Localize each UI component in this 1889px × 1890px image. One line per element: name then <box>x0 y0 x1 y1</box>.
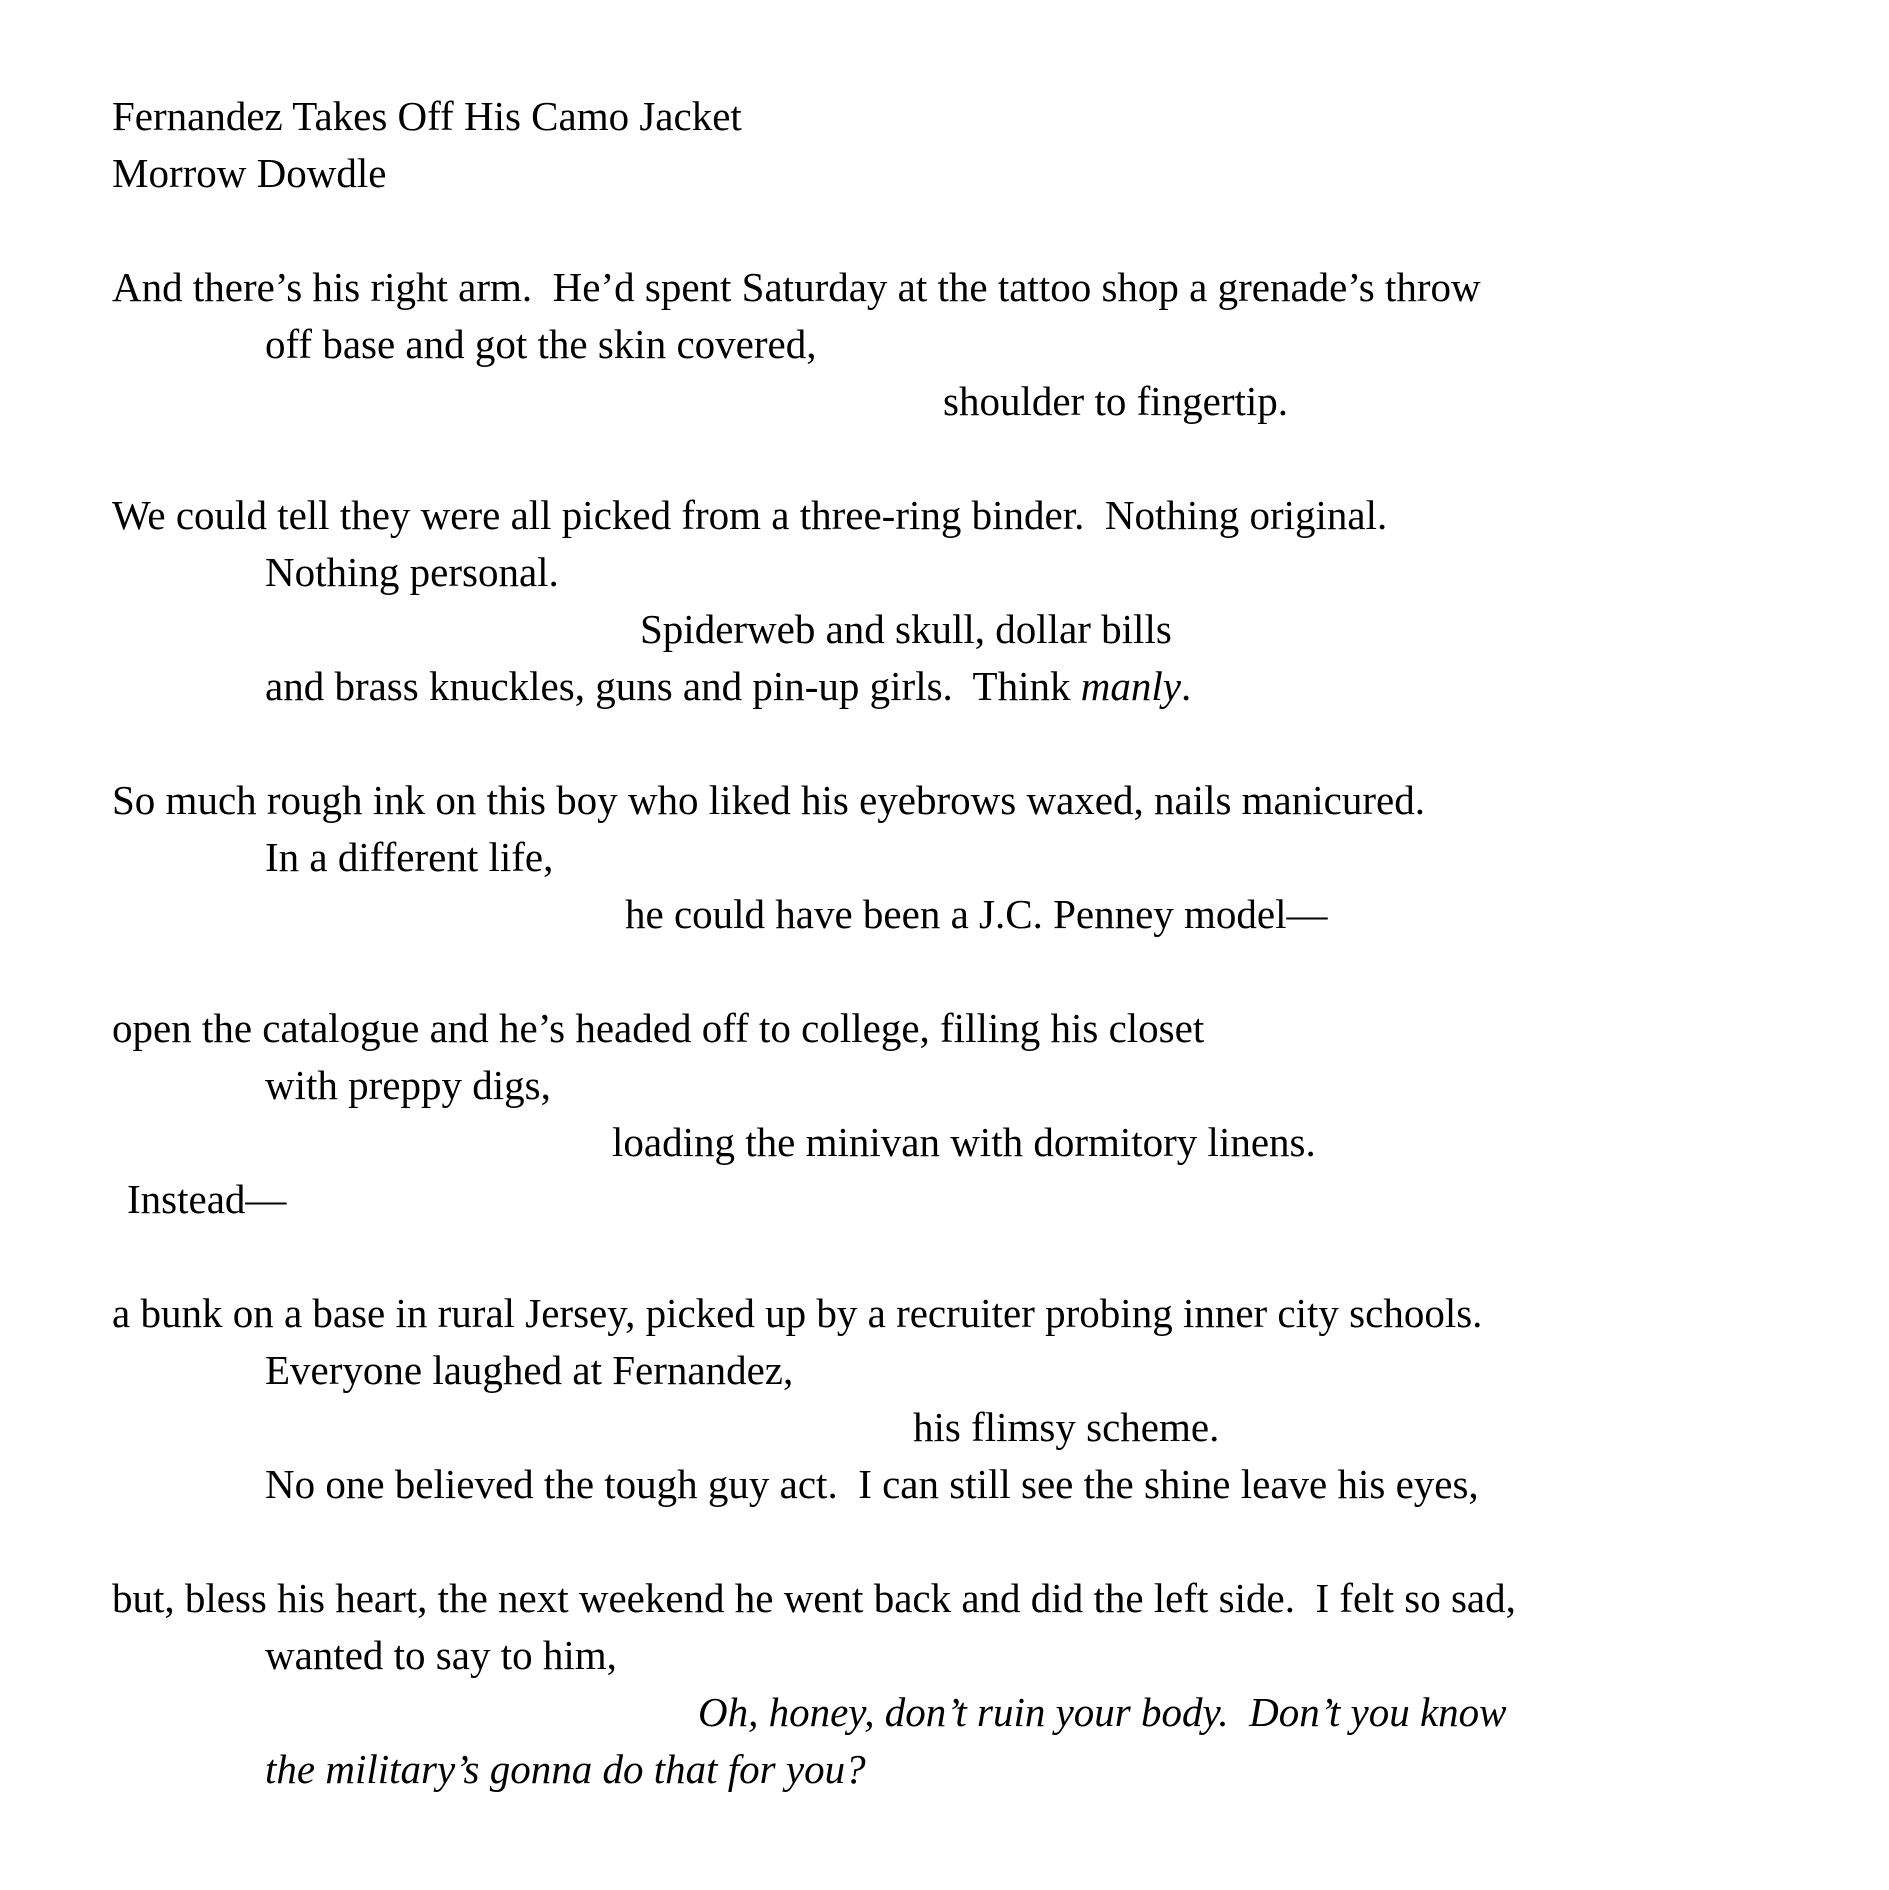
poem-text: loading the minivan with dormitory linens. <box>612 1119 1316 1165</box>
blank-line <box>0 943 1889 1000</box>
poem-line <box>0 487 1889 544</box>
poem-line <box>0 1684 1889 1741</box>
poem-line <box>0 1114 1889 1171</box>
poem-line <box>0 886 1889 943</box>
poem-line <box>0 1171 1889 1228</box>
poem-line <box>0 829 1889 886</box>
poem-text: wanted to say to him, <box>265 1632 617 1678</box>
poem-text: Morrow Dowdle <box>112 150 387 196</box>
poem-text-italic: Oh, honey, don’t ruin your body. Don’t you know <box>698 1689 1507 1735</box>
poem-line <box>0 1399 1889 1456</box>
poem-text: his flimsy scheme. <box>913 1404 1220 1450</box>
poem-text: Nothing personal. <box>265 549 559 595</box>
blank-line <box>0 715 1889 772</box>
poem-text: shoulder to fingertip. <box>943 378 1289 424</box>
poem-line <box>0 1627 1889 1684</box>
poem-line <box>0 1570 1889 1627</box>
poem-line <box>0 1000 1889 1057</box>
poem-text: Instead— <box>127 1176 287 1222</box>
poem-line <box>0 259 1889 316</box>
blank-line <box>0 1513 1889 1570</box>
poem-line <box>0 316 1889 373</box>
poem-line <box>0 1285 1889 1342</box>
poem-line <box>0 601 1889 658</box>
poem-line <box>0 1456 1889 1513</box>
poem-text: he could have been a J.C. Penney model— <box>625 891 1328 937</box>
poem-text: Spiderweb and skull, dollar bills <box>640 606 1172 652</box>
poem-text: We could tell they were all picked from a three-ring binder. Nothing original. <box>112 492 1388 538</box>
poem-line <box>0 544 1889 601</box>
blank-line <box>0 1228 1889 1285</box>
author-line <box>0 145 1889 202</box>
poem-line <box>0 772 1889 829</box>
blank-line <box>0 202 1889 259</box>
blank-line <box>0 430 1889 487</box>
poem-text: No one believed the tough guy act. I can still see the shine leave his eyes, <box>265 1461 1479 1507</box>
poem-text: open the catalogue and he’s headed off to college, filling his closet <box>112 1005 1205 1051</box>
poem-text-italic: the military’s gonna do that for you? <box>265 1746 866 1792</box>
poem-text: with preppy digs, <box>265 1062 551 1108</box>
poem-text: off base and got the skin covered, <box>265 321 817 367</box>
poem-text: Everyone laughed at Fernandez, <box>265 1347 794 1393</box>
title-line <box>0 88 1889 145</box>
poem-text: and brass knuckles, guns and pin-up girls. Think <box>265 663 1081 709</box>
poem-line <box>0 658 1889 715</box>
poem-line <box>0 1057 1889 1114</box>
poem-text: Fernandez Takes Off His Camo Jacket <box>112 93 742 139</box>
poem-text: And there’s his right arm. He’d spent Saturday at the tattoo shop a grenade’s throw <box>112 264 1481 310</box>
poem-text: but, bless his heart, the next weekend he went back and did the left side. I felt so sad, <box>112 1575 1516 1621</box>
poem-text: In a different life, <box>265 834 554 880</box>
poem-text-italic: manly <box>1080 663 1181 709</box>
poem-line <box>0 373 1889 430</box>
poem-line <box>0 1342 1889 1399</box>
poem-line <box>0 1741 1889 1798</box>
poem-text: . <box>1180 663 1192 709</box>
poem-text: a bunk on a base in rural Jersey, picked up by a recruiter probing inner city schools. <box>112 1290 1483 1336</box>
poem-text: So much rough ink on this boy who liked his eyebrows waxed, nails manicured. <box>112 777 1425 823</box>
